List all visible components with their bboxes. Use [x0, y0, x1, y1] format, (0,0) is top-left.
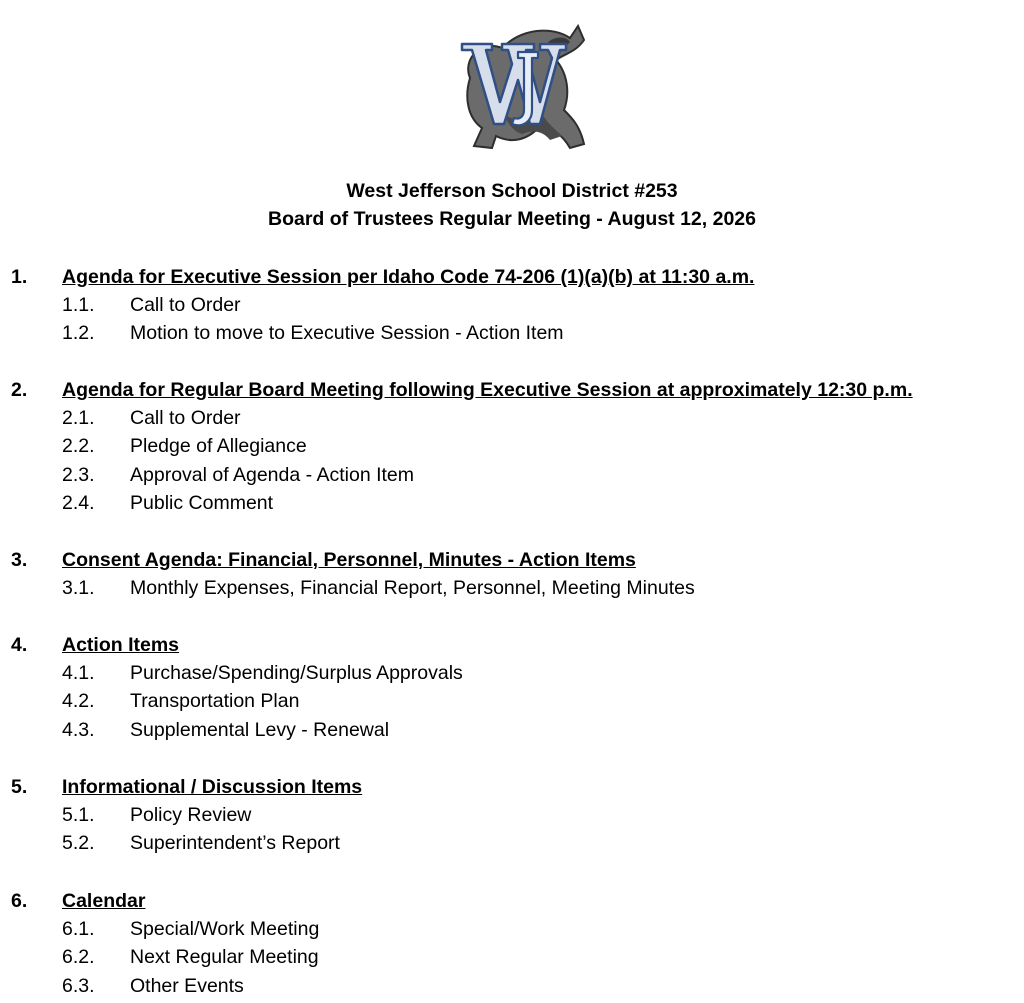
section-number: 6. [11, 890, 28, 912]
item-text: Call to Order [130, 407, 241, 429]
agenda-section-5 [0, 773, 1024, 858]
item-number: 1.1. [62, 294, 95, 316]
agenda-item [0, 915, 1024, 943]
item-number: 6.1. [62, 918, 95, 940]
item-number: 2.3. [62, 463, 95, 486]
item-text: Transportation Plan [130, 690, 300, 713]
section-number: 4. [11, 634, 28, 656]
section-title: Agenda for Regular Board Meeting following Executive Session at approximately 12:30 p.m. [62, 379, 913, 401]
section-number: 1. [11, 266, 28, 288]
agenda-item [0, 659, 1024, 687]
panther-w-logo-icon [452, 18, 588, 152]
item-text: Public Comment [130, 492, 274, 515]
item-text: Superintendent’s Report [130, 832, 340, 855]
item-text: Monthly Expenses, Financial Report, Personnel, Meeting Minutes [130, 577, 695, 599]
section-number: 2. [11, 379, 28, 401]
agenda-item [0, 972, 1024, 1000]
agenda-section-3 [0, 546, 1024, 602]
item-number: 4.3. [62, 718, 95, 741]
item-text: Pledge of Allegiance [130, 435, 307, 458]
item-text: Next Regular Meeting [130, 946, 319, 969]
section-title: Calendar [62, 890, 146, 912]
section-title: Consent Agenda: Financial, Personnel, Minutes - Action Items [62, 549, 636, 571]
agenda-section-4 [0, 631, 1024, 744]
item-number: 6.3. [62, 974, 95, 997]
agenda-section-2 [0, 376, 1024, 518]
item-text: Motion to move to Executive Session - Action Item [130, 322, 564, 345]
agenda-item [0, 829, 1024, 857]
item-text: Approval of Agenda - Action Item [130, 463, 415, 486]
item-number: 2.4. [62, 492, 95, 515]
agenda-item [0, 461, 1024, 489]
item-number: 2.1. [62, 407, 95, 429]
agenda-item [0, 291, 1024, 319]
agenda-item [0, 574, 1024, 602]
item-number: 3.1. [62, 577, 95, 599]
agenda-section-1 [0, 263, 1024, 348]
agenda-item [0, 801, 1024, 829]
agenda-item [0, 404, 1024, 432]
item-number: 4.2. [62, 690, 95, 713]
agenda-item [0, 687, 1024, 715]
item-text: Supplemental Levy - Renewal [130, 718, 390, 741]
agenda-item [0, 432, 1024, 460]
district-name: West Jefferson School District #253 [346, 180, 678, 202]
section-number: 3. [11, 549, 28, 571]
section-title: Action Items [62, 634, 180, 656]
section-number: 5. [11, 776, 28, 798]
item-text: Policy Review [130, 804, 252, 826]
meeting-title: Board of Trustees Regular Meeting - August 12, 2026 [268, 208, 756, 230]
item-text: Purchase/Spending/Surplus Approvals [130, 662, 463, 684]
agenda-item [0, 489, 1024, 517]
item-number: 4.1. [62, 662, 95, 684]
section-title: Agenda for Executive Session per Idaho Code 74-206 (1)(a)(b) at 11:30 a.m. [62, 266, 755, 288]
item-number: 5.1. [62, 804, 95, 826]
item-number: 1.2. [62, 322, 95, 345]
item-number: 6.2. [62, 946, 95, 969]
agenda-item [0, 319, 1024, 347]
item-text: Call to Order [130, 294, 241, 316]
section-title: Informational / Discussion Items [62, 776, 363, 798]
item-text: Other Events [130, 974, 244, 997]
district-logo [452, 18, 588, 152]
agenda-item [0, 716, 1024, 744]
item-number: 5.2. [62, 832, 95, 855]
item-number: 2.2. [62, 435, 95, 458]
item-text: Special/Work Meeting [130, 918, 320, 940]
agenda-section-6 [0, 887, 1024, 1000]
agenda-item [0, 943, 1024, 971]
